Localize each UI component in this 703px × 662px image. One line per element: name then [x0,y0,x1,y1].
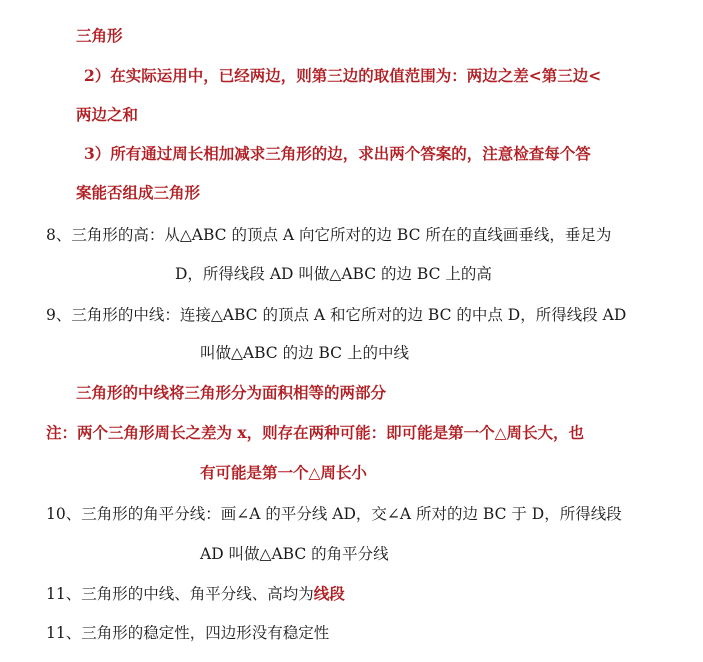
item-8-altitude-line-2: D，所得线段 AD 叫做△ABC 的边 BC 上的高 [175,265,492,283]
note-point-2-line-2: 两边之和 [76,105,139,124]
item-11-segments [46,584,345,604]
item-10-bisector-line-1: 10、三角形的角平分线：画∠A 的平分线 AD，交∠A 所对的边 BC 于 D，所得线段 [46,505,622,523]
item-9-median-line-1: 9、三角形的中线：连接△ABC 的顶点 A 和它所对的边 BC 的中点 D，所得线段 AD [46,306,627,324]
note-point-3-line-2: 案能否组成三角形 [76,183,201,202]
item-10-bisector-line-2: AD 叫做△ABC 的角平分线 [200,545,389,563]
item-9-median-line-2: 叫做△ABC 的边 BC 上的中线 [200,344,409,362]
note-point-3-line-1: 3）所有通过周长相加减求三角形的边，求出两个答案的，注意检查每个答 [84,144,591,163]
median-area-note: 三角形的中线将三角形分为面积相等的两部分 [76,383,387,402]
item-8-altitude-line-1: 8、三角形的高：从△ABC 的顶点 A 向它所对的边 BC 所在的直线画垂线，垂足为 [46,226,612,244]
perimeter-note-line-2: 有可能是第一个△周长小 [200,463,367,482]
item-11-segments-emphasis: 线段 [313,584,345,603]
note-point-2-line-1: 2）在实际运用中，已经两边，则第三边的取值范围为：两边之差<第三边< [84,66,602,85]
note-heading-triangle: 三角形 [76,26,123,45]
perimeter-note-line-1: 注：两个三角形周长之差为 x，则存在两种可能：即可能是第一个△周长大，也 [46,423,585,442]
item-11-segments-text: 11、三角形的中线、角平分线、高均为 [46,585,314,603]
item-11-stability: 11、三角形的稳定性，四边形没有稳定性 [46,624,330,642]
